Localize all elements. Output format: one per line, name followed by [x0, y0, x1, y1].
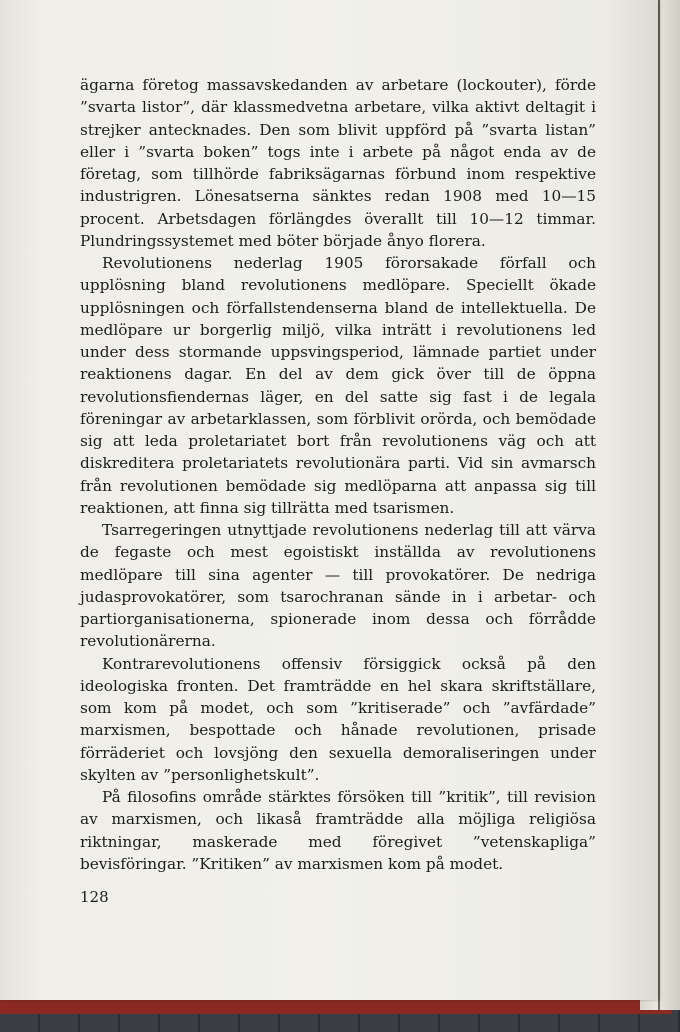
- paragraph: På filosofins område stärktes försöken till ”kritik”, till revision av marxismen, och likaså framträdde alla möjliga religiösa riktningar, maskerade med föregivet ”vetenskapliga” bevisföringar. ”Kritiken” av marxismen kom på modet.: [80, 788, 596, 873]
- body-text: [80, 74, 596, 875]
- paragraph: Tsarregeringen utnyttjade revolutionens nederlag till att värva de fegaste och mest egoistiskt inställda av revolutionens medlöpare till sina agenter — till provokatörer. De nedriga judasprovokatörer, som tsarochranan sände in i arbetar- och partiorganisationerna, spionerade inom dessa och förrådde revolutionärerna.: [80, 521, 596, 651]
- page-number: 128: [80, 888, 109, 906]
- page-gutter: [658, 0, 660, 1010]
- paragraph: ägarna företog massavskedanden av arbetare (lockouter), förde ”svarta listor”, där klassmedvetna arbetare, vilka aktivt deltagit i strejker antecknades. Den som blivit uppförd på ”svarta listan” eller i ”svarta boken” togs inte i arbete på något enda av de företag, som tillhörde fabriksägarnas förbund inom respektive industrigren. Lönesatserna sänktes redan 1908 med 10—15 procent. Arbetsdagen förlängdes överallt till 10—12 timmar. Plundringssystemet med böter började ånyo florera.: [80, 76, 596, 250]
- paragraph: Revolutionens nederlag 1905 förorsakade förfall och upplösning bland revolutionens medlöpare. Speciellt ökade upplösningen och förfallstendenserna bland de intellektuella. De medlöpare ur borgerlig miljö, vilka inträtt i revolutionens led under dess stormande uppsvingsperiod, lämnade partiet under reaktionens dagar. En del av dem gick över till de öppna revolutionsfiendernas läger, en del satte sig fast i de legala föreningar av arbetarklassen, som förblivit orörda, och bemödade sig att leda proletariatet bort från revolutionens väg och att diskreditera proletariatets revolutionära parti. Vid sin avmarsch från revolutionen bemödade sig medlöparna att anpassa sig till reaktionen, att finna sig tillrätta med tsarismen.: [80, 254, 596, 517]
- paragraph: Kontrarevolutionens offensiv försiggick också på den ideologiska fronten. Det framträdde en hel skara skriftställare, som kom på modet, och som ”kritiserade” och ”avfärdade” marxismen, bespottade och hånade revolutionen, prisade förräderiet och lovsjöng den sexuella demoraliseringen under skylten av ”personlighetskult”.: [80, 654, 596, 784]
